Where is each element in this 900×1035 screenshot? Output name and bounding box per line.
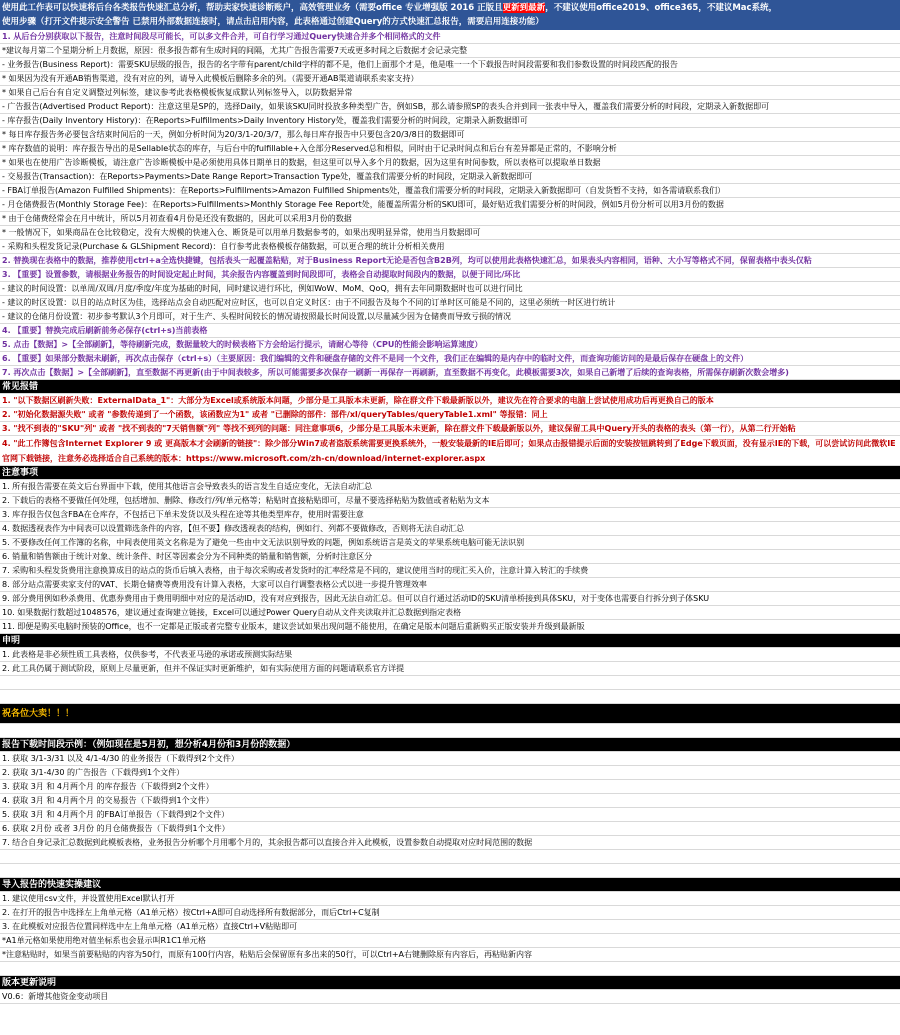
example-row: 1. 获取 3/1-3/31 以及 4/1-4/30 的业务报告（下载得到2个文件） (0, 752, 900, 766)
disclaimer-row: 1. 此表格是非必须性质工具表格，仅供参考，不代表亚马逊的承诺或预测实际结果 (0, 648, 900, 662)
notes-row: 11. 即便是购买电脑时预装的Office，也不一定都是正版或者完整专业版本，建议尝试如果出现问题不能使用，在确定是版本问题后重新购买正版安装并升级到最新版 (0, 620, 900, 634)
example-row: 4. 获取 3月 和 4月两个月 的交易报告（下载得到1个文件） (0, 794, 900, 808)
header-highlight: 更新到最新 (502, 3, 546, 13)
import-section (0, 892, 900, 962)
header-block (0, 0, 900, 30)
steps-row: - FBA订单报告(Amazon Fulfilled Shipments)：在Reports>Fulfillments>Amazon Fulfilled Shipments处，覆盖我们需要分析的时间段，定期录入新数据即可（自发货暂不支持，如各需请联系我们） (0, 184, 900, 198)
import-row: *注意粘贴时，如果当前要粘贴的内容为50行，而原有100行内容，粘贴后会保留原有多出来的50行，可以Ctrl+A右键删除原有内容后，再粘贴新内容 (0, 948, 900, 962)
import-title: 导入报告的快速实操建议 (0, 878, 900, 892)
changelog-title: 版本更新说明 (0, 976, 900, 990)
steps-row: - 建议的时间设置：以单周/双周/月度/季度/年度为基础的时间，同时建议进行环比，例如WoW、MoM、QoQ，拥有去年同期数据时也可以进行同比 (0, 282, 900, 296)
header-text-b: ，不建议使用office2019、office365，不建议Mac系统， (545, 3, 778, 13)
example-row: 3. 获取 3月 和 4月两个月 的库存报告（下载得到2个文件） (0, 780, 900, 794)
example-row: 2. 获取 3/1-4/30 的广告报告（下载得到1个文件） (0, 766, 900, 780)
faq-title: 常见报错 (0, 380, 900, 394)
spacer-row (0, 850, 900, 864)
steps-row: * 每日库存报告务必要包含结束时间后的一天，例如分析时间为20/3/1-20/3/7，那么每日库存报告中只要包含20/3/8日的数据即可 (0, 128, 900, 142)
spacer-row (0, 864, 900, 878)
changelog-section (0, 990, 900, 1004)
steps-row: * 如果也在使用广告诊断模板，请注意广告诊断模板中是必须使用具体日期单日的数据，但这里可以导入多个月的数据，因为这里有时间参数，所以表格可以提取单日数据 (0, 156, 900, 170)
steps-row: * 如果自己后台有自定义调整过列标签，建议参考此表格模板恢复成默认列标签导入，以防数据异常 (0, 86, 900, 100)
header-line-1 (2, 1, 898, 15)
wish-text: 祝各位大卖！！！ (2, 709, 75, 719)
example-section (0, 752, 900, 850)
steps-row: * 由于仓储费经常会在月中统计，所以5月初查看4月份是还没有数据的，因此可以采用3月份的数据 (0, 212, 900, 226)
steps-row: * 一般情况下，如果商品在仓比较稳定，没有大规模的快速入仓、断货是可以用单月数据参考的，如果出现明显异常，使用当月数据即可 (0, 226, 900, 240)
faq-section (0, 394, 900, 466)
disclaimer-row: 2. 此工具仍属于测试阶段，原则上尽量更新，但并不保证实时更新维护，如有实际使用方面的问题请联系官方详提 (0, 662, 900, 676)
notes-row: 4. 数据透视表作为中间表可以设置筛选条件的内容，【但不要】修改透视表的结构，例如行、列都不要做修改，否则将无法自动汇总 (0, 522, 900, 536)
notes-row: 10. 如果数据行数超过1048576，建议通过查询建立链接，Excel可以通过Power Query自动从文件夹读取并汇总数据到指定表格 (0, 606, 900, 620)
steps-row: - 交易报告(Transaction)：在Reports>Payments>Date Range Report>Transaction Type处，覆盖我们需要分析的时间段，定期录入新数据即可 (0, 170, 900, 184)
import-row: 1. 建议使用csv文件，并设置使用Excel默认打开 (0, 892, 900, 906)
spacer-row (0, 676, 900, 690)
notes-row: 2. 下载后的表格不要做任何处理，包括增加、删除、修改行/列/单元格等；粘贴时直接粘贴即可，尽量不要选择粘贴为数值或者粘贴为文本 (0, 494, 900, 508)
steps-row: - 库存报告(Daily Inventory History)：在Reports>Fulfillments>Daily Inventory History处，覆盖我们需要分析的时间段，定期录入新数据即可 (0, 114, 900, 128)
header-text-a: 使用此工作表可以快速将后台各类报告快速汇总分析，帮助卖家快速诊断账户，高效管理业务（需要office 专业增强版 2016 正版且 (2, 3, 503, 13)
notes-row: 7. 采购和头程发货费用注意换算成目的站点的货币后填入表格，由于每次采购或者发货时的汇率经常是不同的，建议使用当时的现汇买入价，注意计算入转汇的手续费 (0, 564, 900, 578)
faq-row: 1. "以下数据区刷新失败：ExternalData_1"：大部分为Excel或系统版本问题，少部分是工具版本未更新，除在群文件下载最新版以外，建议先在符合要求的电脑上尝试使用成功后再更换自己的版本 (0, 394, 900, 408)
spacer-row (0, 690, 900, 704)
disclaimer-title: 申明 (0, 634, 900, 648)
steps-row: 4. 【重要】替换完成后刷新前务必保存(ctrl+s)当前表格 (0, 324, 900, 338)
changelog-row: V0.6：新增其他资金变动项目 (0, 990, 900, 1004)
notes-row: 3. 库存报告仅包含FBA在仓库存，不包括已下单未发货以及头程在途等其他类型库存，使用时需要注意 (0, 508, 900, 522)
import-row: 2. 在打开的报告中选择左上角单元格（A1单元格）按Ctrl+A即可自动选择所有数据部分，而后Ctrl+C复制 (0, 906, 900, 920)
notes-row: 9. 部分费用例如秒杀费用、优惠券费用由于费用明细中对应的是活动ID，没有对应到报告，因此无法自动汇总。但可以自行通过活动ID的SKU清单桥接到具体SKU，对于变体也需要自行拆分到子体SKU (0, 592, 900, 606)
notes-title: 注意事项 (0, 466, 900, 480)
steps-row: - 建议的仓储月份设置：初步参考默认3个月即可，对于生产、头程时间较长的情况请按照最长时间设置,以尽量减少因为仓储费而导致亏损的情况 (0, 310, 900, 324)
steps-row: * 库存数值的说明：库存报告导出的是Sellable状态的库存，与后台中的fulfillable+入仓部分Reserved总和相似，同时由于记录时间点和后台有差异都是正常的，不影响分析 (0, 142, 900, 156)
notes-row: 1. 所有报告需要在英文后台界面中下载，使用其他语言会导致表头的语言发生自适应变化，无法自动汇总 (0, 480, 900, 494)
faq-row: 3. "找不到表的"SKU"列" 或者 "找不到表的"7天销售额"列" 等找不到列的问题：同注意事项6，少部分是工具版本未更新，除在群文件下载最新版以外，建议保留工具中Query开头的表格的表头（第一行），从第二行开始粘 (0, 422, 900, 436)
faq-row: 4. "此工作簿包含Internet Explorer 9 或 更高版本才会刷新的链接"：除少部分Win7或者盗版系统需要更换系统外，一般安装最新的IE后即可；如果点击报错提示后面的安装按钮跳转到了Edge下载页面，没有显示IE的下载，可以尝试访问此微软IE官网下载链接，注意务必选择适合自己系统的版本：https://www.microsoft.com/zh-cn/download/internet-explorer.aspx (0, 436, 900, 466)
steps-row: 7. 再次点击【数据】>【全部刷新】，直至数据不再更新(由于中间表较多，所以可能需要多次保存一刷新一再保存一再刷新，直至数据不再变化，此模板需要3次，如果自己新增了后续的查询表格，所需保存刷新次数会增多) (0, 366, 900, 380)
steps-row: 1. 从后台分别获取以下报告，注意时间段尽可能长，可以多文件合并，可自行学习通过Query快速合并多个相同格式的文件 (0, 30, 900, 44)
header-line-2: 使用步骤（打开文件提示安全警告 已禁用外部数据连接时，请点击启用内容，此表格通过创建Query的方式快速汇总报告，需要启用连接功能） (2, 17, 544, 27)
steps-row: - 月仓储费报告(Monthly Storage Fee)：在Reports>Fulfillments>Monthly Storage Fee Report处，能覆盖所需分析的SKU即可，最好贴近我们需要分析的时间段，例如5月份分析可以用3月份的数据 (0, 198, 900, 212)
example-row: 5. 获取 3月 和 4月两个月 的FBA订单报告（下载得到2个文件） (0, 808, 900, 822)
example-title: 报告下载时间段示例：（例如现在是5月初，想分析4月份和3月份的数据） (0, 738, 900, 752)
steps-row: - 建议的时区设置：以目的站点时区为佳，选择站点会自动匹配对应时区，也可以自定义时区：由于不同报告及每个不同的订单时区可能是不同的，这里必须统一时区进行统计 (0, 296, 900, 310)
steps-row: - 采购和头程发货记录(Purchase & GLShipment Record)：自行参考此表格模板存储数据，可以更合理的统计分析相关费用 (0, 240, 900, 254)
notes-row: 8. 部分站点需要卖家支付的VAT、长期仓储费等费用没有计算入表格，大家可以自行调整表格公式以进一步提升管理效率 (0, 578, 900, 592)
spacer-row (0, 724, 900, 738)
import-row: *A1单元格如果使用绝对值坐标系也会显示叫R1C1单元格 (0, 934, 900, 948)
steps-row: 2. 替换现在表格中的数据，推荐使用ctrl+a全选快捷键，包括表头一起覆盖粘贴，对于Business Report无论是否包含B2B列，均可以使用此表格快速汇总，如果表头内容相同，语种、大小写等格式不同，保留表格中表头仅粘 (0, 254, 900, 268)
notes-section (0, 480, 900, 634)
faq-row: 2. "初始化数据源失败" 或者 "参数传递到了一个函数，该函数应为1" 或者 "已删除的部件：部件/xl/queryTables/queryTable1.xml" 等报错：同上 (0, 408, 900, 422)
steps-row: 3. 【重要】设置参数，请根据业务报告的时间设定起止时间，其余报告内容覆盖到时间段即可，表格会自动提取时间段内的数据，以便于同比/环比 (0, 268, 900, 282)
example-row: 7. 结合自身记录汇总数据到此模板表格，业务报告分析哪个月用哪个月的，其余报告都可以直接合并入此模板，设置参数自动提取对应时间范围的数据 (0, 836, 900, 850)
steps-section (0, 30, 900, 380)
steps-row: 6. 【重要】如果部分数据未刷新，再次点击保存（ctrl+s）（主要原因：我们编辑的文件和硬盘存储的文件不是同一个文件，我们正在编辑的是内存中的临时文件，而查询功能访问的是最后保存在硬盘上的文件） (0, 352, 900, 366)
steps-row: 5. 点击【数据】>【全部刷新】，等待刷新完成，数据量较大的时候表格下方会给运行提示，请耐心等待（CPU的性能会影响运算速度） (0, 338, 900, 352)
notes-row: 5. 不要修改任何工作簿的名称，中间表使用英文名称是为了避免一些由中文无法识别导致的问题，例如系统语言是英文的苹果系统电脑可能无法识别 (0, 536, 900, 550)
spacer-row (0, 962, 900, 976)
example-row: 6. 获取 2月份 或者 3月份 的月仓储费报告（下载得到1个文件） (0, 822, 900, 836)
steps-row: * 如果因为没有开通AB销售渠道，没有对应的列，请导入此模板后删除多余的列。（需要开通AB渠道请联系卖家支持） (0, 72, 900, 86)
wish-banner (0, 704, 900, 724)
disclaimer-section (0, 648, 900, 676)
steps-row: *建议每月第二个星期分析上月数据，原因：很多报告都有生成时间的间隔，尤其广告报告需要7天或更多时间之后数据才会记录完整 (0, 44, 900, 58)
import-row: 3. 在此模板对应报告位置同样选中左上角单元格（A1单元格）直接Ctrl+V粘贴即可 (0, 920, 900, 934)
steps-row: - 广告报告(Advertised Product Report)：注意这里是SP的，选择Daily，如果该SKU同时投放多种类型广告，例如SB，那么请参照SP的表头合并到同一张表中导入，覆盖我们需要分析的时间段，定期录入新数据即可 (0, 100, 900, 114)
notes-row: 6. 销量和销售额由于统计对象、统计条件、时区等因素会分为不同种类的销量和销售额，分析时注意区分 (0, 550, 900, 564)
steps-row: - 业务报告(Business Report)：需要SKU层级的报告，报告的名字带有parent/child字样的都不是，他们上面那个才是，他是唯一一个下载报告时间段需要和我们参数设置的时间段匹配的报告 (0, 58, 900, 72)
